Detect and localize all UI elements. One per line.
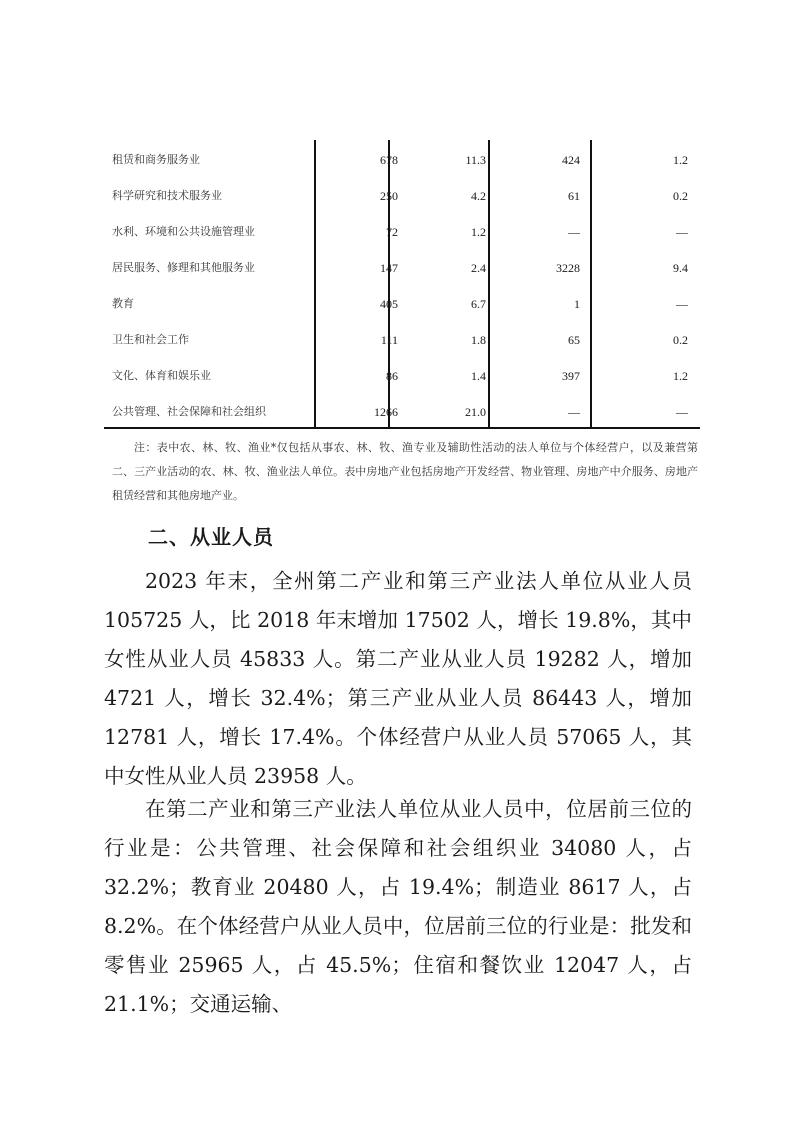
value-cell: 1 <box>574 297 580 311</box>
value-cell: 72 <box>386 225 398 239</box>
value-cell: — <box>568 225 580 239</box>
value-cell: 111 <box>380 333 398 347</box>
industry-cell: 租赁和商务服务业 <box>112 153 200 166</box>
table-row <box>104 394 700 430</box>
value-cell: 1.8 <box>471 333 486 347</box>
industry-cell: 卫生和社会工作 <box>112 333 189 346</box>
table-row <box>104 214 700 250</box>
industry-cell: 公共管理、社会保障和社会组织 <box>112 405 266 418</box>
value-cell: — <box>676 297 688 311</box>
value-cell: — <box>568 405 580 419</box>
value-cell: 9.4 <box>673 261 688 275</box>
value-cell: 21.0 <box>465 405 486 419</box>
value-cell: 1266 <box>374 405 398 419</box>
value-cell: 1.2 <box>673 369 688 383</box>
table-row <box>104 142 700 178</box>
value-cell: 1.2 <box>673 153 688 167</box>
value-cell: 250 <box>380 189 398 203</box>
table-row <box>104 322 700 358</box>
body-paragraph: 在第二产业和第三产业法人单位从业人员中，位居前三位的行业是：公共管理、社会保障和社会组织业 34080 人，占 32.2%；教育业 20480 人，占 19.4%；制造业 8617 人，占 8.2%。在个体经营户从业人员中，位居前三位的行业是：批发和零售业 25965 人，占 45.5%；住宿和餐饮业 12047 人，占 21.1%；交通运输、 <box>104 797 692 1016</box>
industry-cell: 水利、环境和公共设施管理业 <box>112 225 255 238</box>
value-cell: 4.2 <box>471 189 486 203</box>
value-cell: 397 <box>562 369 580 383</box>
section-heading: 二、从业人员 <box>148 525 274 549</box>
value-cell: 61 <box>568 189 580 203</box>
value-cell: 678 <box>380 153 398 167</box>
value-cell: 147 <box>380 261 398 275</box>
table-row <box>104 358 700 394</box>
industry-cell: 文化、体育和娱乐业 <box>112 369 211 382</box>
value-cell: — <box>676 225 688 239</box>
value-cell: 2.4 <box>471 261 486 275</box>
body-paragraph: 2023 年末，全州第二产业和第三产业法人单位从业人员 105725 人，比 2018 年末增加 17502 人，增长 19.8%，其中女性从业人员 45833 人。第二产业从业人员 19282 人，增加 4721 人，增长 32.4%；第三产业从业人员 86443 人，增加 12781 人，增长 17.4%。个体经营户从业人员 57065 人，其中女性从业人员 23958 人。 <box>104 569 692 788</box>
value-cell: 86 <box>386 369 398 383</box>
table-row <box>104 286 700 322</box>
industry-cell: 教育 <box>112 297 134 310</box>
industry-cell: 居民服务、修理和其他服务业 <box>112 261 255 274</box>
value-cell: 424 <box>562 153 580 167</box>
value-cell: — <box>676 405 688 419</box>
value-cell: 3228 <box>556 261 580 275</box>
value-cell: 0.2 <box>673 189 688 203</box>
value-cell: 0.2 <box>673 333 688 347</box>
value-cell: 1.2 <box>471 225 486 239</box>
table-note: 注：表中农、林、牧、渔业*仅包括从事农、林、牧、渔专业及辅助性活动的法人单位与个体经营户，以及兼营第二、三产业活动的农、林、牧、渔业法人单位。表中房地产业包括房地产开发经营、物业管理、房地产中介服务、房地产租赁经营和其他房地产业。 <box>112 441 698 502</box>
value-cell: 65 <box>568 333 580 347</box>
table-row <box>104 178 700 214</box>
value-cell: 6.7 <box>471 297 486 311</box>
industry-cell: 科学研究和技术服务业 <box>112 189 222 202</box>
table-row <box>104 250 700 286</box>
value-cell: 1.4 <box>471 369 486 383</box>
value-cell: 405 <box>380 297 398 311</box>
value-cell: 11.3 <box>465 153 486 167</box>
